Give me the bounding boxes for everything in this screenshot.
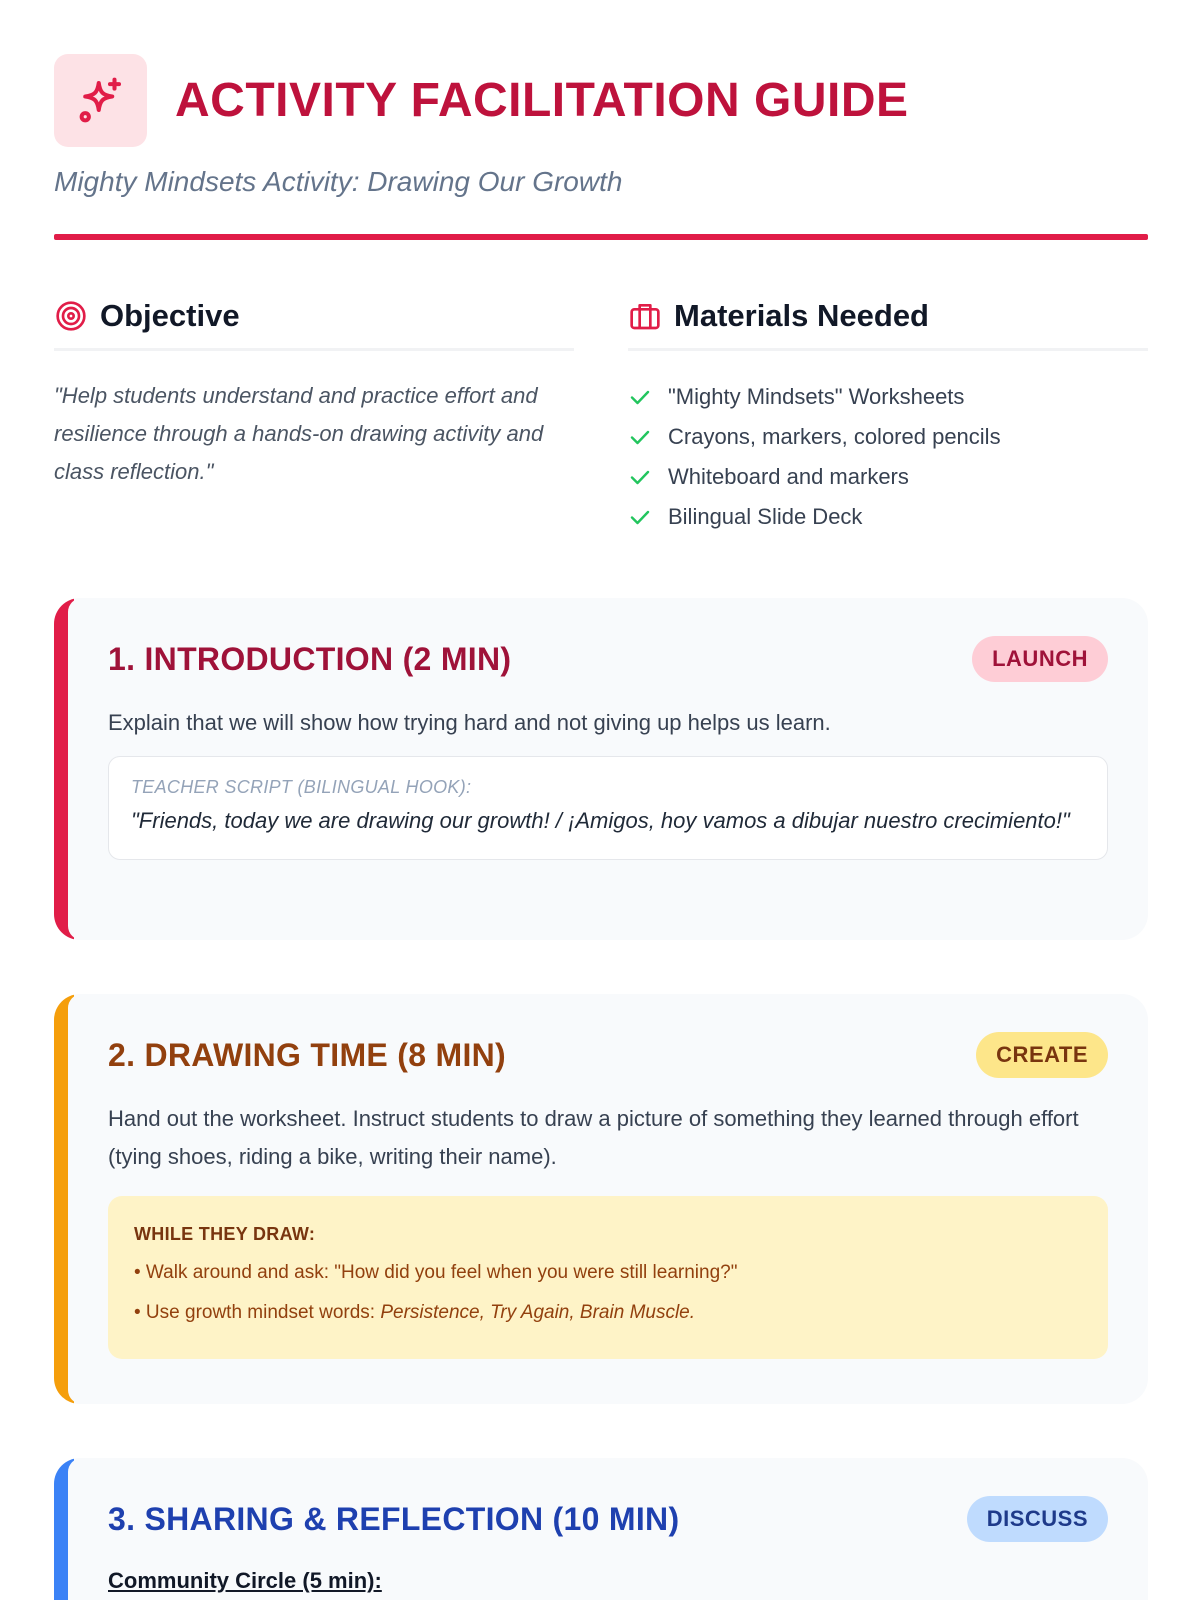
list-item: [628, 417, 1148, 457]
material-label: Bilingual Slide Deck: [668, 504, 863, 529]
script-label: TEACHER SCRIPT (BILINGUAL HOOK):: [131, 777, 472, 797]
objective-heading: Objective: [100, 298, 240, 333]
list-item: [628, 497, 1148, 537]
materials-section: [628, 296, 1148, 537]
list-item: [134, 1293, 1082, 1333]
tip-label: WHILE THEY DRAW:: [134, 1224, 316, 1244]
objective-text: "Help students understand and practice effort and resilience through a hands-on drawing activity and class reflection.": [54, 383, 544, 484]
material-label: "Mighty Mindsets" Worksheets: [668, 384, 965, 409]
target-icon: [54, 299, 88, 333]
step-card-drawing-time: [54, 994, 1148, 1404]
step-title: 3. SHARING & REFLECTION (10 MIN): [108, 1500, 680, 1537]
community-circle-heading: Community Circle (5 min):: [108, 1568, 382, 1593]
page-title: ACTIVITY FACILITATION GUIDE: [175, 74, 909, 127]
step-card-introduction: [54, 598, 1148, 940]
step-description: Hand out the worksheet. Instruct students to draw a picture of something they learned through effort (tying shoes, riding a bike, writing their name).: [108, 1106, 1079, 1169]
teacher-script-box: [108, 756, 1108, 860]
step-badge: LAUNCH: [972, 636, 1108, 682]
briefcase-icon: [628, 299, 662, 333]
step-badge: CREATE: [976, 1032, 1108, 1078]
check-icon: [628, 464, 654, 490]
check-icon: [628, 384, 654, 410]
script-text: "Friends, today we are drawing our growth! / ¡Amigos, hoy vamos a dibujar nuestro crecimiento!": [131, 808, 1070, 833]
tip-prefix: • Use growth mindset words:: [134, 1302, 381, 1323]
tip-list: [134, 1253, 1082, 1333]
step-title: 1. INTRODUCTION (2 MIN): [108, 640, 512, 677]
list-item: [628, 377, 1148, 417]
objective-section: [54, 296, 574, 491]
check-icon: [628, 424, 654, 450]
objective-divider: [54, 348, 574, 351]
page-subtitle: Mighty Mindsets Activity: Drawing Our Growth: [54, 166, 623, 197]
material-label: Crayons, markers, colored pencils: [668, 424, 1001, 449]
step-description: Explain that we will show how trying hard and not giving up helps us learn.: [108, 710, 831, 735]
while-they-draw-box: [108, 1196, 1108, 1359]
list-item: • Walk around and ask: "How did you feel when you were still learning?": [134, 1262, 738, 1283]
material-label: Whiteboard and markers: [668, 464, 909, 489]
check-icon: [628, 504, 654, 530]
header-divider: [54, 234, 1148, 240]
step-badge: DISCUSS: [967, 1496, 1108, 1542]
list-item: [628, 457, 1148, 497]
materials-divider: [628, 348, 1148, 351]
mindset-words: Persistence, Try Again, Brain Muscle.: [380, 1302, 696, 1323]
step-card-sharing-reflection: [54, 1458, 1148, 1600]
step-title: 2. DRAWING TIME (8 MIN): [108, 1036, 507, 1073]
materials-heading: Materials Needed: [674, 298, 929, 333]
sparkles-icon: [54, 54, 147, 147]
page-header: [54, 54, 909, 147]
materials-list: [628, 377, 1148, 537]
